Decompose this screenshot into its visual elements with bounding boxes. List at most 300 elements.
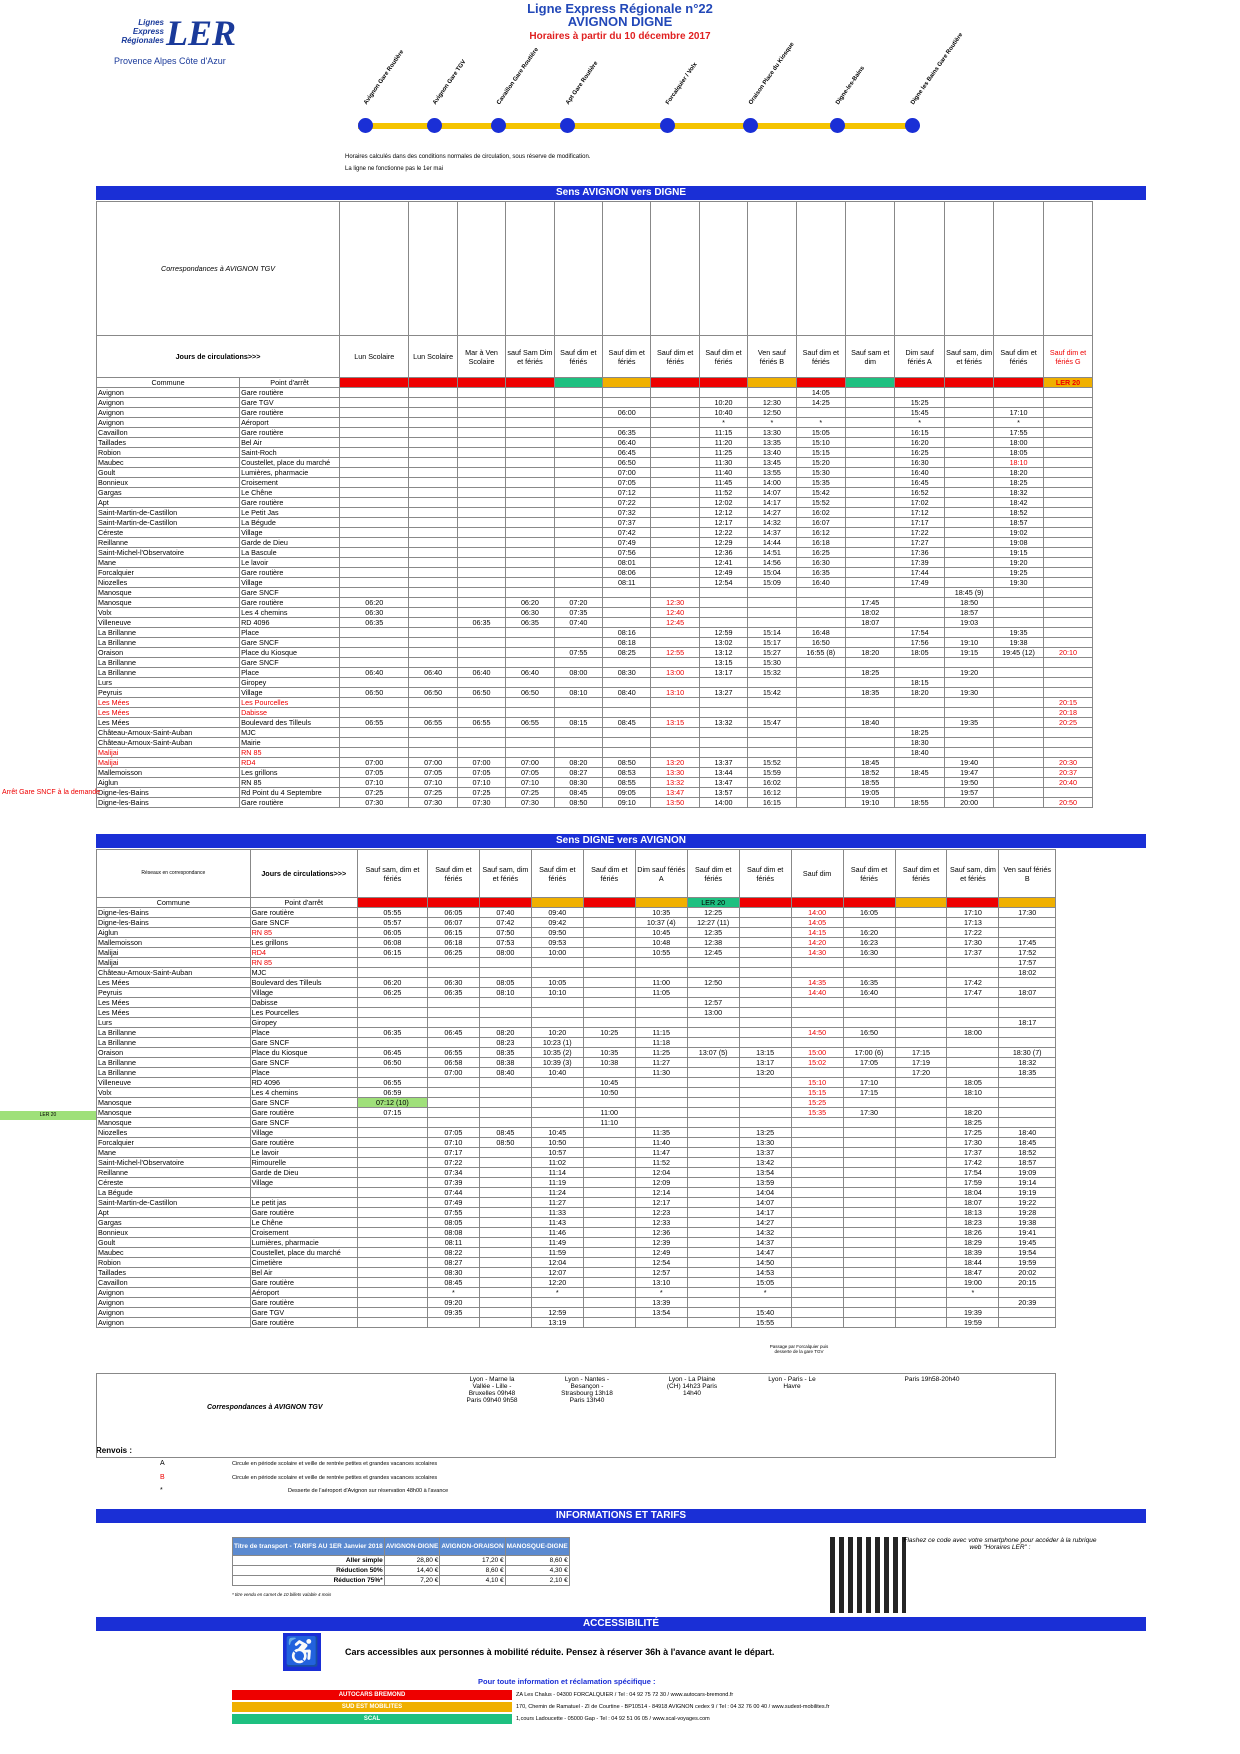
time-cell — [947, 958, 999, 968]
commune-cell: Reillanne — [97, 1168, 251, 1178]
time-cell — [843, 1188, 895, 1198]
time-cell: 07:25 — [409, 788, 457, 798]
time-cell: 07:49 — [603, 538, 651, 548]
time-cell: 10:40 — [699, 408, 747, 418]
time-cell — [748, 728, 796, 738]
time-cell — [687, 1228, 739, 1238]
table-row — [97, 908, 1056, 918]
time-cell: 18:02 — [846, 608, 895, 618]
time-cell — [1043, 588, 1092, 598]
color-key — [651, 378, 699, 388]
time-cell — [791, 1258, 843, 1268]
time-cell — [506, 638, 554, 648]
time-cell — [846, 568, 895, 578]
color-key — [846, 378, 895, 388]
time-cell — [506, 438, 554, 448]
time-cell: 08:25 — [603, 648, 651, 658]
table-row — [97, 568, 1146, 578]
time-cell — [1043, 488, 1092, 498]
time-cell: 07:30 — [409, 798, 457, 808]
time-cell — [843, 1198, 895, 1208]
stop-cell: Le Chêne — [240, 488, 340, 498]
time-cell — [583, 1288, 635, 1298]
time-cell — [739, 1088, 791, 1098]
time-cell — [457, 608, 505, 618]
time-cell — [409, 588, 457, 598]
time-cell: 12:57 — [687, 998, 739, 1008]
time-cell — [687, 1058, 739, 1068]
time-cell: 18:15 — [895, 678, 944, 688]
table-row — [97, 648, 1146, 658]
time-cell — [583, 988, 635, 998]
time-cell: 19:57 — [944, 788, 993, 798]
time-cell: 06:35 — [603, 428, 651, 438]
stop-cell: Bel Air — [240, 438, 340, 448]
table-row — [97, 1148, 1056, 1158]
time-cell: 18:52 — [846, 768, 895, 778]
stop-cell: RN 85 — [240, 748, 340, 758]
time-cell: 19:35 — [994, 628, 1043, 638]
time-cell — [947, 1018, 999, 1028]
time-cell — [583, 1168, 635, 1178]
time-cell — [554, 588, 602, 598]
time-cell: 14:35 — [791, 978, 843, 988]
stop-cell: Gare routière — [250, 1278, 357, 1288]
time-cell: 17:00 (6) — [843, 1048, 895, 1058]
time-cell — [531, 1018, 583, 1028]
time-cell: 08:15 — [554, 718, 602, 728]
commune-cell: La Brillanne — [97, 638, 240, 648]
time-cell — [357, 998, 427, 1008]
time-cell — [340, 628, 409, 638]
time-cell: 14:17 — [739, 1208, 791, 1218]
renvoi-a: Circule en période scolaire et veille de rentrée petites et grandes vacances scolaires — [232, 1461, 438, 1467]
time-cell: 11:25 — [635, 1048, 687, 1058]
time-cell — [357, 1188, 427, 1198]
time-cell — [748, 678, 796, 688]
time-cell — [895, 1018, 947, 1028]
time-cell — [999, 1118, 1056, 1128]
time-cell: 06:35 — [506, 618, 554, 628]
time-cell: 12:27 (11) — [687, 918, 739, 928]
time-cell — [944, 508, 993, 518]
time-cell — [427, 958, 479, 968]
time-cell: 06:05 — [427, 908, 479, 918]
time-cell: 12:49 — [699, 568, 747, 578]
time-cell — [796, 688, 845, 698]
stop-cell: Gare routière — [240, 428, 340, 438]
commune-cell: Bonnieux — [97, 478, 240, 488]
color-key — [457, 378, 505, 388]
time-cell — [994, 768, 1043, 778]
time-cell — [687, 1078, 739, 1088]
time-cell: 19:50 — [944, 778, 993, 788]
time-cell: 10:05 — [531, 978, 583, 988]
time-cell: 12:22 — [699, 528, 747, 538]
time-cell — [846, 498, 895, 508]
time-cell — [357, 968, 427, 978]
time-cell — [699, 678, 747, 688]
time-cell: 06:50 — [603, 458, 651, 468]
time-cell — [583, 1208, 635, 1218]
time-cell — [531, 1088, 583, 1098]
time-cell — [457, 698, 505, 708]
time-cell: 19:09 — [999, 1168, 1056, 1178]
time-cell — [791, 1148, 843, 1158]
time-cell: 19:10 — [846, 798, 895, 808]
commune-cell: Les Mées — [97, 978, 251, 988]
time-cell: 08:08 — [427, 1228, 479, 1238]
time-cell — [603, 608, 651, 618]
col-header: Sauf sam, dim et fériés — [357, 850, 427, 898]
time-cell — [635, 968, 687, 978]
time-cell: 17:30 — [947, 1138, 999, 1148]
time-cell — [699, 388, 747, 398]
time-cell — [944, 428, 993, 438]
time-cell: 13:17 — [739, 1058, 791, 1068]
time-cell — [457, 488, 505, 498]
time-cell — [457, 728, 505, 738]
time-cell — [895, 708, 944, 718]
operator-contact[interactable]: ZA Les Chalus - 04300 FORCALQUIER / Tel : 04 92 75 72 30 / www.autocars-bremond.fr — [516, 1692, 734, 1698]
stop-cell: Boulevard des Tilleuls — [250, 978, 357, 988]
time-cell: 14:51 — [748, 548, 796, 558]
time-cell — [583, 1308, 635, 1318]
commune-cell: Avignon — [97, 1318, 251, 1328]
time-cell — [739, 958, 791, 968]
stop-cell: Dabisse — [250, 998, 357, 1008]
time-cell: 18:45 — [999, 1138, 1056, 1148]
time-cell — [1043, 748, 1092, 758]
time-cell: 18:45 — [895, 768, 944, 778]
table-row — [97, 1228, 1056, 1238]
time-cell — [846, 738, 895, 748]
stop-cell: Rd Point du 4 Septembre — [240, 788, 340, 798]
time-cell — [583, 928, 635, 938]
stop-cell: Gare routière — [240, 388, 340, 398]
time-cell — [554, 638, 602, 648]
time-cell — [687, 1198, 739, 1208]
time-cell — [583, 958, 635, 968]
time-cell: 12:50 — [748, 408, 796, 418]
time-cell: 13:37 — [739, 1148, 791, 1158]
qr-code[interactable] — [830, 1537, 906, 1613]
time-cell: 19:20 — [994, 558, 1043, 568]
time-cell — [583, 1008, 635, 1018]
col-header: Sauf dim et fériés — [796, 336, 845, 378]
commune-cell: Saint-Martin-de-Castillon — [97, 508, 240, 518]
time-cell: 14:00 — [699, 798, 747, 808]
table-row — [97, 1018, 1056, 1028]
time-cell: 10:57 — [531, 1148, 583, 1158]
time-cell — [603, 588, 651, 598]
commune-cell: Château-Arnoux-Saint-Auban — [97, 968, 251, 978]
time-cell — [999, 1108, 1056, 1118]
time-cell — [357, 1168, 427, 1178]
time-cell: 07:00 — [427, 1068, 479, 1078]
time-cell: 15:35 — [796, 478, 845, 488]
time-cell: 06:35 — [357, 1028, 427, 1038]
time-cell — [409, 648, 457, 658]
time-cell — [895, 1198, 947, 1208]
time-cell — [409, 678, 457, 688]
time-cell: 11:35 — [635, 1128, 687, 1138]
renvoi-b-key: B — [160, 1474, 165, 1481]
time-cell — [457, 738, 505, 748]
time-cell — [739, 1098, 791, 1108]
stop-cell: Gare SNCF — [250, 1058, 357, 1068]
stop-cell: Gare routière — [240, 498, 340, 508]
commune-cell: Avignon — [97, 408, 240, 418]
commune-cell: Mane — [97, 1148, 251, 1158]
time-cell — [846, 578, 895, 588]
time-cell — [340, 488, 409, 498]
stop-cell: RD 4096 — [250, 1078, 357, 1088]
tariff-row — [233, 1576, 570, 1586]
time-cell — [531, 968, 583, 978]
time-cell — [1043, 658, 1092, 668]
time-cell — [635, 1098, 687, 1108]
time-cell: 11:52 — [635, 1158, 687, 1168]
commune-cell: Robion — [97, 448, 240, 458]
time-cell — [409, 568, 457, 578]
time-cell — [340, 498, 409, 508]
commune-cell: Goult — [97, 1238, 251, 1248]
table-row — [97, 1138, 1056, 1148]
time-cell: 14:56 — [748, 558, 796, 568]
commune-cell: Mane — [97, 558, 240, 568]
time-cell — [531, 1098, 583, 1108]
time-cell: 06:30 — [340, 608, 409, 618]
time-cell — [687, 1308, 739, 1318]
time-cell — [687, 1028, 739, 1038]
time-cell — [506, 478, 554, 488]
time-cell — [994, 618, 1043, 628]
time-cell — [944, 708, 993, 718]
time-cell: 09:40 — [531, 908, 583, 918]
time-cell: 18:30 — [895, 738, 944, 748]
tariff-cell: Réduction 50% — [233, 1566, 385, 1576]
stop-cell: Gare SNCF — [250, 1098, 357, 1108]
time-cell — [340, 388, 409, 398]
table-row — [97, 918, 1056, 928]
time-cell: 16:05 — [843, 908, 895, 918]
stop-cell: Gare SNCF — [250, 1118, 357, 1128]
time-cell: 18:25 — [846, 668, 895, 678]
time-cell: 07:30 — [506, 798, 554, 808]
point-header: Point d'arrêt — [240, 378, 340, 388]
time-cell: 18:45 — [846, 758, 895, 768]
renvoi-star: Desserte de l'aéroport d'Avignon sur réservation 48h00 à l'avance — [288, 1488, 449, 1494]
time-cell — [635, 1078, 687, 1088]
time-cell — [409, 408, 457, 418]
time-cell: 17:22 — [947, 928, 999, 938]
time-cell — [999, 1318, 1056, 1328]
col-header: Sauf sam et dim — [846, 336, 895, 378]
time-cell: 18:55 — [846, 778, 895, 788]
passage-note: Passage par Forcalquier puis desserte de la gare TGV — [769, 1344, 829, 1354]
time-cell: 07:00 — [457, 758, 505, 768]
time-cell: 13:47 — [651, 788, 699, 798]
table-row — [97, 618, 1146, 628]
operator-contact[interactable]: 170, Chemin de Ramatuel - ZI de Courtine - BP10514 - 84918 AVIGNON cedex 9 / Tel : 04 32 76 00 40 / www.sudest-mobilites.fr — [516, 1704, 830, 1710]
time-cell — [340, 528, 409, 538]
time-cell: 18:00 — [994, 438, 1043, 448]
station-dot — [830, 118, 845, 133]
time-cell: 11:30 — [635, 1068, 687, 1078]
station-label: Forcalquier / Volx — [665, 61, 699, 106]
time-cell — [479, 1148, 531, 1158]
table-row — [97, 448, 1146, 458]
time-cell — [479, 1228, 531, 1238]
time-cell — [1043, 478, 1092, 488]
time-cell: 07:53 — [479, 938, 531, 948]
time-cell — [357, 1308, 427, 1318]
time-cell — [994, 738, 1043, 748]
time-cell: 07:10 — [340, 778, 409, 788]
time-cell: 07:10 — [409, 778, 457, 788]
tariff-cell: 8,60 € — [505, 1556, 569, 1566]
time-cell: 16:40 — [843, 988, 895, 998]
time-cell: 18:32 — [994, 488, 1043, 498]
time-cell — [947, 1008, 999, 1018]
commune-cell: La Brillanne — [97, 1038, 251, 1048]
time-cell — [635, 1008, 687, 1018]
commune-cell: Apt — [97, 498, 240, 508]
time-cell: 18:35 — [846, 688, 895, 698]
stop-cell: Gare SNCF — [250, 918, 357, 928]
table-row — [97, 998, 1056, 1008]
time-cell — [554, 628, 602, 638]
tariff-col2: AVIGNON-ORAISON — [440, 1538, 505, 1556]
time-cell: 16:15 — [895, 428, 944, 438]
time-cell: 18:25 — [895, 728, 944, 738]
time-cell — [739, 968, 791, 978]
time-cell — [651, 678, 699, 688]
time-cell — [687, 988, 739, 998]
time-cell: 12:30 — [651, 598, 699, 608]
time-cell: * — [531, 1288, 583, 1298]
time-cell — [739, 918, 791, 928]
time-cell — [583, 1148, 635, 1158]
time-cell: 13:44 — [699, 768, 747, 778]
time-cell — [479, 1288, 531, 1298]
stop-cell: Coustellet, place du marché — [240, 458, 340, 468]
tariff-row — [233, 1556, 570, 1566]
time-cell: 11:27 — [531, 1198, 583, 1208]
color-key — [554, 378, 602, 388]
time-cell: 11:49 — [531, 1238, 583, 1248]
time-cell — [944, 748, 993, 758]
time-cell — [479, 1098, 531, 1108]
time-cell — [791, 1288, 843, 1298]
time-cell — [457, 498, 505, 508]
time-cell: 07:12 — [603, 488, 651, 498]
time-cell — [796, 758, 845, 768]
time-cell: 12:04 — [635, 1168, 687, 1178]
time-cell: 10:35 — [583, 1048, 635, 1058]
time-cell: 15:10 — [791, 1078, 843, 1088]
time-cell — [947, 968, 999, 978]
time-cell: 11:30 — [699, 458, 747, 468]
stop-cell: Croisement — [250, 1228, 357, 1238]
time-cell: 06:00 — [603, 408, 651, 418]
time-cell — [457, 648, 505, 658]
time-cell — [687, 1268, 739, 1278]
time-cell: 15:15 — [796, 448, 845, 458]
time-cell: 07:10 — [506, 778, 554, 788]
time-cell: 13:12 — [699, 648, 747, 658]
commune-cell: Villeneuve — [97, 618, 240, 628]
time-cell: 06:59 — [357, 1088, 427, 1098]
time-cell — [409, 658, 457, 668]
time-cell: 17:54 — [947, 1168, 999, 1178]
time-cell — [635, 958, 687, 968]
commune-cell: Saint-Michel-l'Observatoire — [97, 548, 240, 558]
operator-contact[interactable]: 1,cours Ladoucette - 05000 Gap - Tel : 04 92 51 06 05 / www.scal-voyages.com — [516, 1716, 710, 1722]
table-row — [97, 1278, 1056, 1288]
commune-cell: Avignon — [97, 1308, 251, 1318]
time-cell — [506, 488, 554, 498]
table-row — [97, 438, 1146, 448]
time-cell — [409, 478, 457, 488]
time-cell — [651, 458, 699, 468]
time-cell — [846, 708, 895, 718]
stop-cell: RN 85 — [240, 778, 340, 788]
time-cell: 18:05 — [947, 1078, 999, 1088]
commune-cell: Manosque — [97, 1108, 251, 1118]
time-cell: 17:15 — [895, 1048, 947, 1058]
time-cell — [603, 708, 651, 718]
time-cell — [603, 728, 651, 738]
time-cell — [1043, 608, 1092, 618]
time-cell: 18:39 — [947, 1248, 999, 1258]
time-cell — [944, 578, 993, 588]
time-cell — [944, 488, 993, 498]
time-cell — [457, 458, 505, 468]
time-cell: 19:30 — [994, 578, 1043, 588]
col-header: Sauf dim et fériés — [427, 850, 479, 898]
color-key — [843, 898, 895, 908]
time-cell — [739, 928, 791, 938]
time-cell: 18:57 — [999, 1158, 1056, 1168]
color-key — [895, 378, 944, 388]
commune-cell: Aiglun — [97, 778, 240, 788]
time-cell — [739, 908, 791, 918]
time-cell — [357, 1298, 427, 1308]
table-row — [97, 1248, 1056, 1258]
time-cell — [457, 548, 505, 558]
time-cell: 19:03 — [944, 618, 993, 628]
time-cell — [895, 718, 944, 728]
time-cell — [846, 628, 895, 638]
commune-cell: Niozelles — [97, 1128, 251, 1138]
time-cell: 12:20 — [531, 1278, 583, 1288]
commune-cell: Digne-les-Bains — [97, 908, 251, 918]
time-cell — [651, 528, 699, 538]
time-cell: 12:04 — [531, 1258, 583, 1268]
table-row — [97, 638, 1146, 648]
time-cell — [791, 1218, 843, 1228]
time-cell — [479, 1198, 531, 1208]
time-cell — [409, 548, 457, 558]
time-cell: 15:25 — [895, 398, 944, 408]
time-cell: 17:17 — [895, 518, 944, 528]
stop-cell: La Bascule — [240, 548, 340, 558]
time-cell — [791, 1228, 843, 1238]
table-row — [97, 1008, 1056, 1018]
stop-cell: Croisement — [240, 478, 340, 488]
